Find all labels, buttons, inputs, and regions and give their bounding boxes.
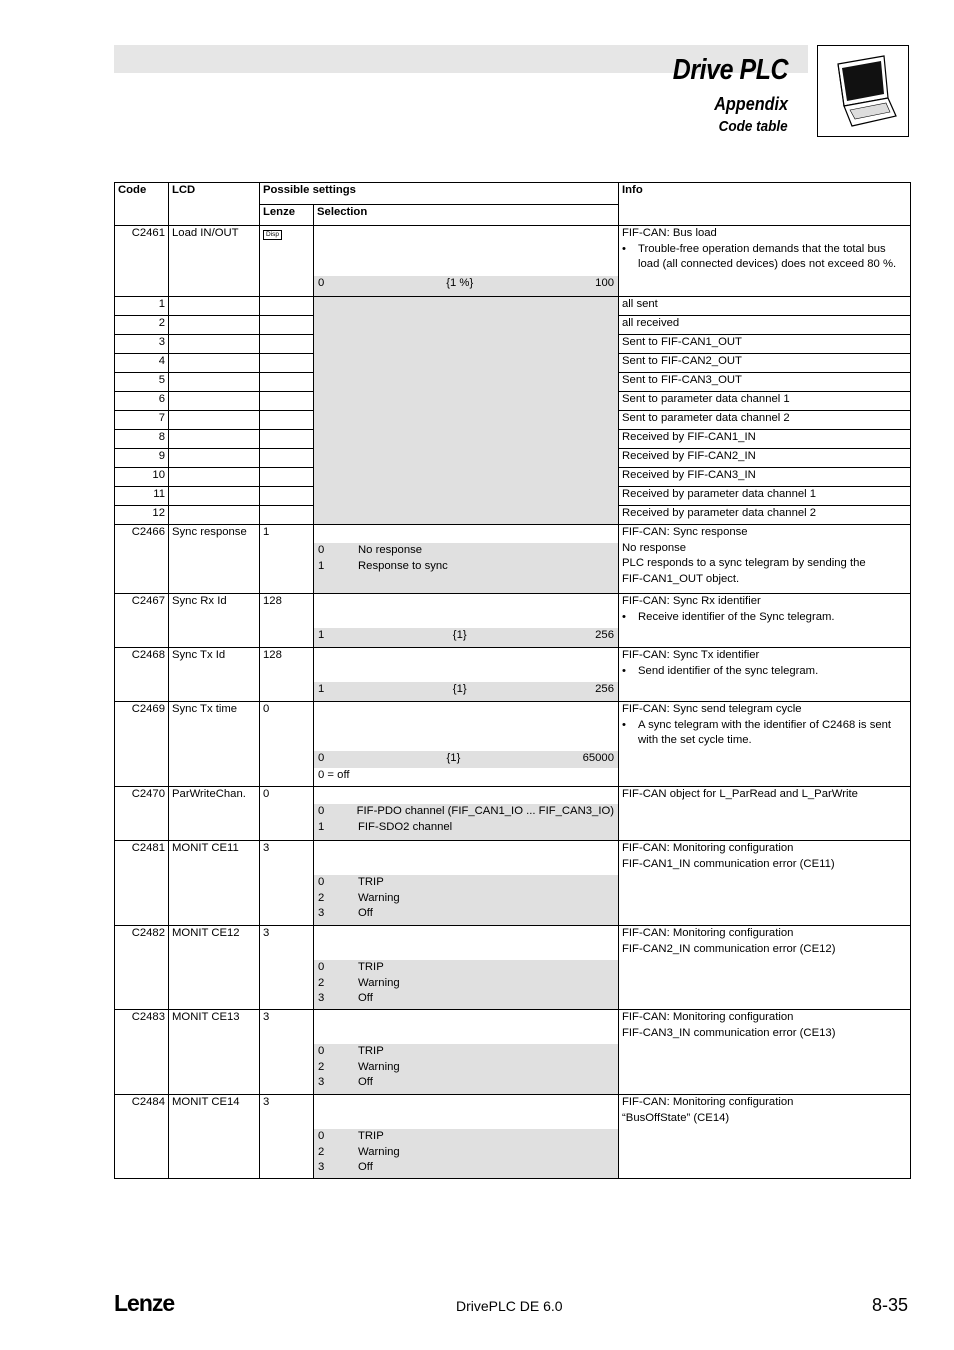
option-value: 1 <box>318 559 325 572</box>
info-cell <box>619 1095 911 1179</box>
range-row <box>314 276 618 296</box>
option-label: Warning <box>358 976 400 989</box>
option-value: 2 <box>318 976 325 989</box>
disp-badge: Disp <box>263 230 282 240</box>
laptop-icon <box>817 45 909 137</box>
info-cell: all received <box>619 316 911 335</box>
code-table <box>114 182 911 1179</box>
info-text: PLC responds to a sync telegram by sending the <box>622 557 866 569</box>
info-cell: Sent to parameter data channel 1 <box>619 392 911 411</box>
selection-cell <box>314 1010 619 1095</box>
bullet-icon: • <box>622 664 626 677</box>
info-cell: all sent <box>619 297 911 316</box>
lcd-cell: Sync Tx time <box>169 702 260 787</box>
lcd-cell: MONIT CE12 <box>169 926 260 1010</box>
option-label: Warning <box>358 1145 400 1158</box>
info-cell <box>619 926 911 1010</box>
lenze-cell: 128 <box>260 594 314 648</box>
document-id: DrivePLC DE 6.0 <box>456 1298 563 1314</box>
info-bullet: A sync telegram with the identifier of C2468 is sent with the set cycle time. <box>638 718 892 746</box>
option-value: 2 <box>318 891 325 904</box>
bullet-icon: • <box>622 718 626 731</box>
info-text: FIF-CAN1_IN communication error (CE11) <box>622 857 835 870</box>
option-value: 2 <box>318 1060 325 1073</box>
selection-note: 0 = off <box>318 769 350 781</box>
lcd-cell: Sync Tx Id <box>169 648 260 702</box>
code-cell: C2481 <box>115 841 169 926</box>
info-cell <box>619 648 911 702</box>
option-value: 3 <box>318 1076 325 1088</box>
option-label: Off <box>358 992 373 1004</box>
info-cell <box>619 841 911 926</box>
col-header-lenze: Lenze <box>260 205 314 226</box>
lcd-cell: Sync Rx Id <box>169 594 260 648</box>
option-label: Warning <box>358 891 400 904</box>
lcd-cell: MONIT CE11 <box>169 841 260 926</box>
option-value: 3 <box>318 992 325 1004</box>
info-cell: Received by FIF-CAN1_IN <box>619 430 911 449</box>
subcode-cell: 12 <box>115 506 169 525</box>
subcode-cell: 7 <box>115 411 169 430</box>
lenze-cell: 128 <box>260 648 314 702</box>
lenze-cell: 3 <box>260 841 314 926</box>
lenze-cell: 3 <box>260 1095 314 1179</box>
selection-cell <box>314 648 619 702</box>
info-cell: Received by parameter data channel 2 <box>619 506 911 525</box>
code-cell: C2470 <box>115 787 169 841</box>
section-title: Code table <box>718 118 788 135</box>
subcode-cell: 8 <box>115 430 169 449</box>
subcode-cell: 1 <box>115 297 169 316</box>
info-text: “BusOffState” (CE14) <box>622 1111 730 1124</box>
option-value: 0 <box>318 961 325 973</box>
col-header-possible: Possible settings <box>260 183 619 205</box>
option-label: Response to sync <box>358 559 448 572</box>
option-value: 1 <box>318 820 325 833</box>
info-text: FIF-CAN: Sync send telegram cycle <box>622 703 802 715</box>
option-label: FIF-PDO channel (FIF_CAN1_IO ... FIF_CAN3_IO) <box>356 805 615 817</box>
subcode-cell: 10 <box>115 468 169 487</box>
selection-cell <box>314 226 619 297</box>
option-value: 3 <box>318 1161 325 1173</box>
option-label: TRIP <box>358 1130 384 1142</box>
code-cell: C2483 <box>115 1010 169 1095</box>
subcode-cell: 2 <box>115 316 169 335</box>
option-label: Warning <box>358 1060 400 1073</box>
bullet-icon: • <box>622 610 626 623</box>
option-label: Off <box>358 1161 373 1173</box>
info-text: FIF-CAN: Monitoring configuration <box>622 842 794 854</box>
range-step: {1 %} <box>446 277 474 289</box>
col-header-code: Code <box>115 183 169 226</box>
selection-cell <box>314 297 619 525</box>
info-cell: Sent to parameter data channel 2 <box>619 411 911 430</box>
selection-cell <box>314 1095 619 1179</box>
lenze-cell: 1 <box>260 525 314 594</box>
lenze-cell: 3 <box>260 1010 314 1095</box>
code-cell: C2469 <box>115 702 169 787</box>
info-cell: Sent to FIF-CAN3_OUT <box>619 373 911 392</box>
info-text: FIF-CAN: Bus load <box>622 227 717 239</box>
info-cell <box>619 525 911 594</box>
info-text: FIF-CAN: Monitoring configuration <box>622 1096 794 1108</box>
range-step: {1} <box>452 629 467 641</box>
subcode-cell: 6 <box>115 392 169 411</box>
option-label: TRIP <box>358 876 384 888</box>
subcode-cell: 9 <box>115 449 169 468</box>
info-cell: Received by FIF-CAN3_IN <box>619 468 911 487</box>
lcd-cell: ParWriteChan. <box>169 787 260 841</box>
option-value: 0 <box>318 1045 325 1057</box>
subcode-cell: 5 <box>115 373 169 392</box>
page-number: 8-35 <box>871 1295 908 1315</box>
subcode-cell: 4 <box>115 354 169 373</box>
code-cell: C2461 <box>115 226 169 297</box>
info-bullet: Send identifier of the sync telegram. <box>638 664 819 677</box>
option-label: FIF-SDO2 channel <box>358 820 453 833</box>
info-cell: Sent to FIF-CAN2_OUT <box>619 354 911 373</box>
lenze-logo: Lenze <box>114 1290 175 1316</box>
selection-cell <box>314 787 619 841</box>
info-text: FIF-CAN: Sync response <box>622 526 748 538</box>
info-text: FIF-CAN1_OUT object. <box>622 572 740 585</box>
col-header-selection: Selection <box>314 205 619 226</box>
code-cell: C2467 <box>115 594 169 648</box>
code-cell: C2468 <box>115 648 169 702</box>
lenze-cell: 0 <box>260 702 314 787</box>
code-cell: C2466 <box>115 525 169 594</box>
info-cell: FIF-CAN object for L_ParRead and L_ParWrite <box>619 787 911 841</box>
range-step: {1} <box>452 683 467 695</box>
info-bullet: Trouble-free operation demands that the total bus load (all connected devices) does not exceed 80 %. <box>638 242 897 270</box>
code-cell: C2484 <box>115 1095 169 1179</box>
range-min: 1 <box>318 629 325 641</box>
info-text: FIF-CAN: Sync Tx identifier <box>622 649 760 661</box>
range-step: {1} <box>446 752 461 764</box>
col-header-info: Info <box>619 183 911 226</box>
col-header-lcd: LCD <box>169 183 260 226</box>
info-cell <box>619 594 911 648</box>
option-value: 0 <box>318 876 325 888</box>
range-min: 1 <box>318 683 325 695</box>
option-label: Off <box>358 907 373 919</box>
lenze-cell: 0 <box>260 787 314 841</box>
subcode-cell: 3 <box>115 335 169 354</box>
lcd-cell: MONIT CE14 <box>169 1095 260 1179</box>
option-label: TRIP <box>358 1045 384 1057</box>
option-label: Off <box>358 1076 373 1088</box>
page-title: Drive PLC <box>672 54 788 86</box>
lcd-cell: Load IN/OUT <box>169 226 260 297</box>
range-min: 0 <box>318 752 325 764</box>
range-max: 65000 <box>582 752 614 764</box>
info-cell: Sent to FIF-CAN1_OUT <box>619 335 911 354</box>
selection-cell <box>314 841 619 926</box>
option-value: 2 <box>318 1145 325 1158</box>
info-cell: Received by parameter data channel 1 <box>619 487 911 506</box>
option-value: 0 <box>318 805 325 817</box>
info-cell <box>619 1010 911 1095</box>
info-text: No response <box>622 541 687 554</box>
lcd-cell: MONIT CE13 <box>169 1010 260 1095</box>
range-max: 256 <box>595 629 614 641</box>
lenze-cell <box>260 226 314 297</box>
info-cell: Received by FIF-CAN2_IN <box>619 449 911 468</box>
selection-cell <box>314 926 619 1010</box>
option-label: No response <box>358 544 423 556</box>
code-cell: C2482 <box>115 926 169 1010</box>
option-value: 0 <box>318 1130 325 1142</box>
info-text: FIF-CAN: Monitoring configuration <box>622 1011 794 1023</box>
range-max: 100 <box>595 277 615 289</box>
selection-cell <box>314 594 619 648</box>
selection-cell <box>314 702 619 787</box>
info-bullet: Receive identifier of the Sync telegram. <box>638 610 835 623</box>
selection-cell <box>314 525 619 594</box>
range-max: 256 <box>595 683 614 695</box>
range-min: 0 <box>318 277 325 289</box>
option-label: TRIP <box>358 961 384 973</box>
bullet-icon: • <box>622 242 626 255</box>
lcd-cell: Sync response <box>169 525 260 594</box>
subcode-cell: 11 <box>115 487 169 506</box>
info-cell <box>619 702 911 787</box>
info-text: FIF-CAN3_IN communication error (CE13) <box>622 1026 836 1039</box>
info-text: FIF-CAN2_IN communication error (CE12) <box>622 942 836 955</box>
lenze-cell: 3 <box>260 926 314 1010</box>
info-cell <box>619 226 911 297</box>
option-value: 0 <box>318 544 325 556</box>
info-text: FIF-CAN: Sync Rx identifier <box>622 595 761 607</box>
option-value: 3 <box>318 907 325 919</box>
chapter-title: Appendix <box>714 94 788 114</box>
info-text: FIF-CAN: Monitoring configuration <box>622 927 794 939</box>
